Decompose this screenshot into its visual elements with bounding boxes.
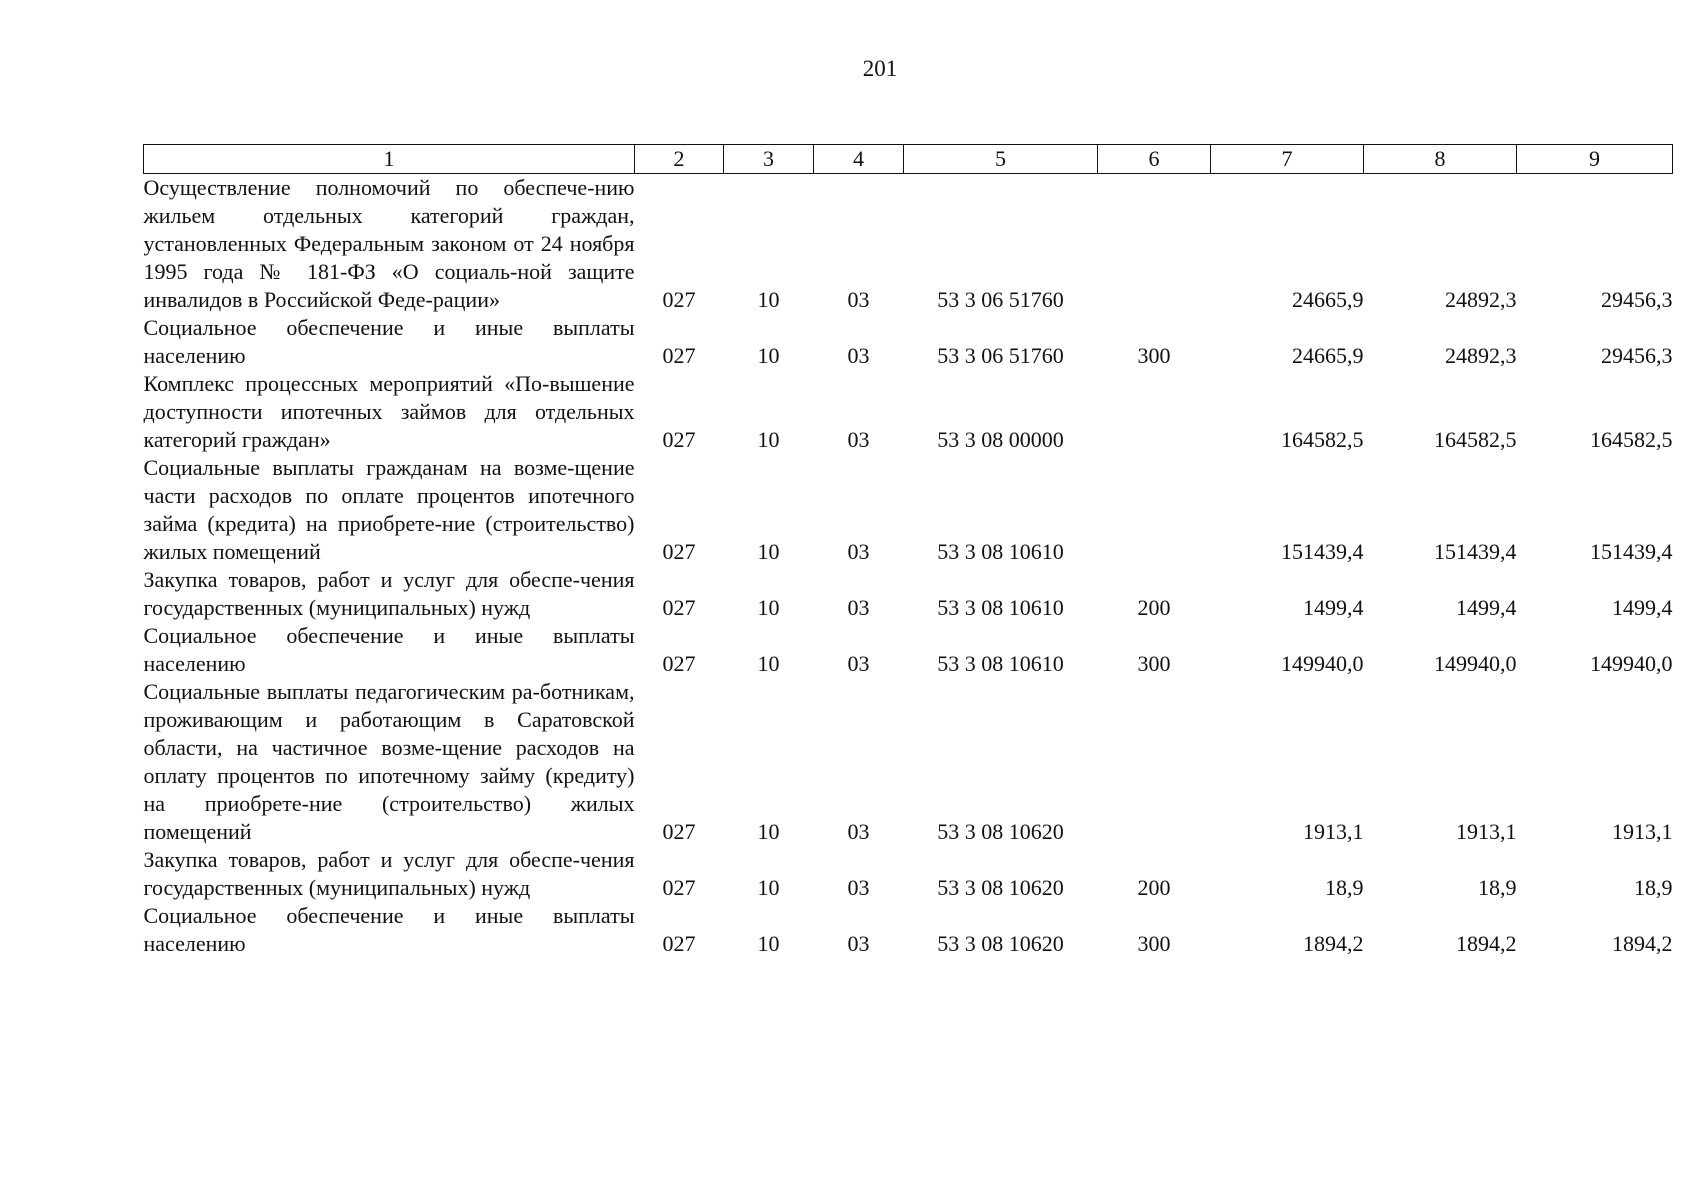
subsection-code-cell: 03 (847, 651, 870, 676)
page-number: 201 (862, 56, 898, 81)
expense-type-cell: 300 (1137, 343, 1171, 368)
amount-3-cell: 29456,3 (1601, 343, 1673, 368)
target-article-cell: 53 3 08 10610 (937, 539, 1064, 564)
amount-2-cell: 149940,0 (1434, 651, 1517, 676)
target-article-cell: 53 3 08 10620 (937, 875, 1064, 900)
table-header-row (144, 145, 1673, 174)
amount-1-cell: 164582,5 (1281, 427, 1364, 452)
column-header-subsection: 4 (814, 145, 904, 174)
column-header-amount-3: 9 (1517, 145, 1673, 174)
target-article-cell: 53 3 08 10620 (937, 819, 1064, 844)
expense-type-cell (1098, 454, 1211, 566)
row-name-cell: Социальное обеспечение и иные выплаты населению (143, 315, 635, 368)
section-code-cell: 10 (757, 651, 780, 676)
subsection-code-cell: 03 (847, 595, 870, 620)
row-name-cell: Социальные выплаты педагогическим ра-ботникам, проживающим и работающим в Саратовской области, на частичное возме-щение расходов на оплату процентов по ипотечному займу (кредиту) на приобрете-ние (строительство) жилых помещений (143, 679, 635, 844)
amount-3-cell: 151439,4 (1590, 539, 1673, 564)
table-row (144, 902, 1673, 958)
subsection-code-cell: 03 (847, 427, 870, 452)
amount-2-cell: 1894,2 (1456, 931, 1517, 956)
subsection-code-cell: 03 (847, 287, 870, 312)
table-row (144, 622, 1673, 678)
amount-2-cell: 164582,5 (1434, 427, 1517, 452)
column-header-amount-1: 7 (1211, 145, 1364, 174)
ministry-code-cell: 027 (662, 343, 696, 368)
row-name-cell: Осуществление полномочий по обеспече-нию жильем отдельных категорий граждан, установленных Федеральным законом от 24 ноября 1995 года № 181-ФЗ «О социаль-ной защите инвалидов в Российской Феде-рации» (143, 175, 635, 312)
subsection-code-cell: 03 (847, 343, 870, 368)
column-header-name: 1 (144, 145, 635, 174)
ministry-code-cell: 027 (662, 819, 696, 844)
target-article-cell: 53 3 08 10620 (937, 931, 1064, 956)
row-name-cell: Социальное обеспечение и иные выплаты населению (143, 903, 635, 956)
ministry-code-cell: 027 (662, 427, 696, 452)
expense-type-cell (1098, 174, 1211, 315)
section-code-cell: 10 (757, 595, 780, 620)
table-body (144, 174, 1673, 959)
ministry-code-cell: 027 (662, 651, 696, 676)
amount-2-cell: 1499,4 (1456, 595, 1517, 620)
table-row (144, 314, 1673, 370)
row-name-cell: Социальные выплаты гражданам на возме-щение части расходов по оплате процентов ипотечного займа (кредита) на приобрете-ние (строительство) жилых помещений (143, 455, 635, 564)
expense-type-cell: 300 (1137, 651, 1171, 676)
ministry-code-cell: 027 (662, 875, 696, 900)
amount-3-cell: 1894,2 (1612, 931, 1673, 956)
section-code-cell: 10 (757, 287, 780, 312)
amount-3-cell: 18,9 (1634, 875, 1673, 900)
expense-type-cell: 200 (1137, 595, 1171, 620)
ministry-code-cell: 027 (662, 539, 696, 564)
amount-2-cell: 151439,4 (1434, 539, 1517, 564)
section-code-cell: 10 (757, 539, 780, 564)
subsection-code-cell: 03 (847, 931, 870, 956)
amount-1-cell: 149940,0 (1281, 651, 1364, 676)
table-row (144, 846, 1673, 902)
row-name-cell: Комплекс процессных мероприятий «По-вышение доступности ипотечных займов для отдельных категорий граждан» (143, 371, 635, 452)
expense-type-cell: 200 (1137, 875, 1171, 900)
row-name-cell: Социальное обеспечение и иные выплаты населению (143, 623, 635, 676)
amount-1-cell: 1894,2 (1303, 931, 1364, 956)
target-article-cell: 53 3 08 10610 (937, 595, 1064, 620)
table-row (144, 454, 1673, 566)
table-row (144, 678, 1673, 846)
amount-1-cell: 24665,9 (1292, 287, 1364, 312)
column-header-expense-type: 6 (1098, 145, 1211, 174)
section-code-cell: 10 (757, 875, 780, 900)
amount-1-cell: 18,9 (1325, 875, 1364, 900)
amount-1-cell: 1913,1 (1303, 819, 1364, 844)
section-code-cell: 10 (757, 343, 780, 368)
amount-2-cell: 24892,3 (1445, 343, 1517, 368)
amount-3-cell: 149940,0 (1590, 651, 1673, 676)
expense-type-cell (1098, 370, 1211, 454)
amount-3-cell: 164582,5 (1590, 427, 1673, 452)
amount-2-cell: 1913,1 (1456, 819, 1517, 844)
column-header-target-article: 5 (904, 145, 1098, 174)
table-row (144, 174, 1673, 315)
amount-2-cell: 24892,3 (1445, 287, 1517, 312)
row-name-cell: Закупка товаров, работ и услуг для обеспе-чения государственных (муниципальных) нужд (143, 847, 635, 900)
subsection-code-cell: 03 (847, 875, 870, 900)
subsection-code-cell: 03 (847, 819, 870, 844)
expense-type-cell (1098, 678, 1211, 846)
amount-1-cell: 24665,9 (1292, 343, 1364, 368)
table-row (144, 370, 1673, 454)
amount-3-cell: 1913,1 (1612, 819, 1673, 844)
budget-table (143, 144, 1673, 958)
ministry-code-cell: 027 (662, 595, 696, 620)
target-article-cell: 53 3 06 51760 (937, 287, 1064, 312)
row-name-cell: Закупка товаров, работ и услуг для обеспе-чения государственных (муниципальных) нужд (143, 567, 635, 620)
column-header-ministry: 2 (635, 145, 724, 174)
section-code-cell: 10 (757, 931, 780, 956)
target-article-cell: 53 3 08 00000 (937, 427, 1064, 452)
section-code-cell: 10 (757, 819, 780, 844)
column-header-section: 3 (724, 145, 814, 174)
expense-type-cell: 300 (1137, 931, 1171, 956)
amount-3-cell: 1499,4 (1612, 595, 1673, 620)
ministry-code-cell: 027 (662, 287, 696, 312)
target-article-cell: 53 3 08 10610 (937, 651, 1064, 676)
amount-3-cell: 29456,3 (1601, 287, 1673, 312)
subsection-code-cell: 03 (847, 539, 870, 564)
column-header-amount-2: 8 (1364, 145, 1517, 174)
amount-1-cell: 1499,4 (1303, 595, 1364, 620)
target-article-cell: 53 3 06 51760 (937, 343, 1064, 368)
amount-2-cell: 18,9 (1478, 875, 1517, 900)
table-row (144, 566, 1673, 622)
section-code-cell: 10 (757, 427, 780, 452)
ministry-code-cell: 027 (662, 931, 696, 956)
amount-1-cell: 151439,4 (1281, 539, 1364, 564)
